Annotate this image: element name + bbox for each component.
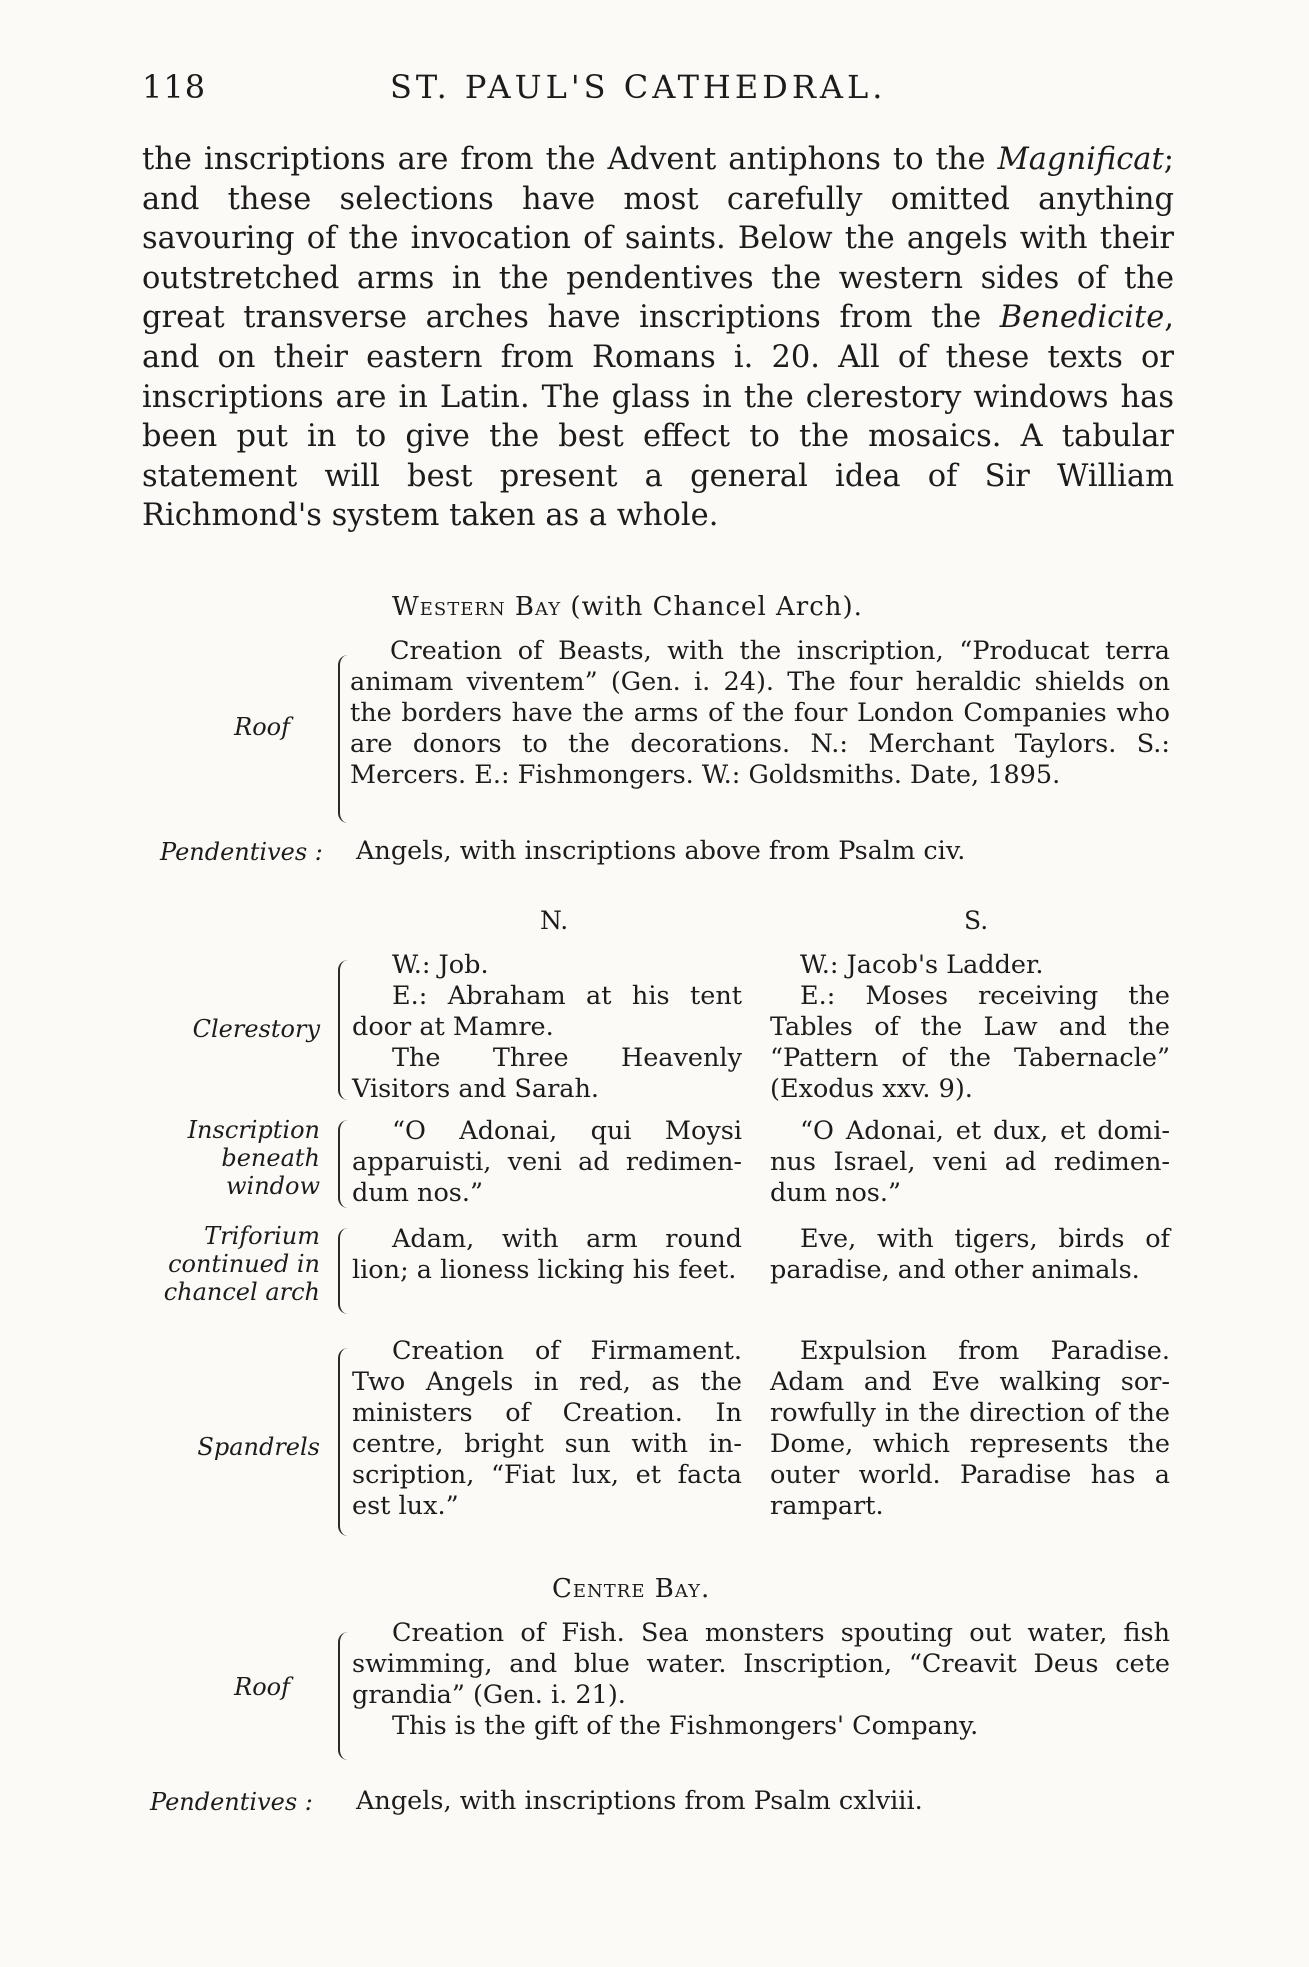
triforium-label: Triforium continued in chancel arch xyxy=(163,1222,320,1306)
western-bay-heading xyxy=(392,592,863,622)
centre-roof-text xyxy=(352,1618,1170,1742)
centre-pendentives-text: Angels, with inscriptions from Psalm cxlviii. xyxy=(356,1786,923,1816)
clerestory-south xyxy=(770,950,1170,1105)
intro-text-2: ; and these selections have most carefully omitted anything savouring of the invocation of saints. Below the angels with their outstretched arms in the pendentives the western sides of the great transverse arches have inscriptions from the xyxy=(142,142,1174,336)
clerestory-south-line-2: E.: Moses receiving the Tables of the Law and the “Pattern of the Tabernacle” (Exodus xxv. 9). xyxy=(770,981,1170,1104)
spandrels-north: Creation of Firmament. Two Angels in red, as the ministers of Creation. In centre, bright sun with inscription, “Fiat lux, et facta est lux.” xyxy=(352,1336,742,1521)
western-bay-heading-rest: (with Chancel Arch). xyxy=(561,592,863,622)
inscription-label: Inscription beneath window xyxy=(187,1116,320,1200)
intro-benedicite: Benedicite xyxy=(999,300,1165,336)
western-roof-brace xyxy=(338,655,348,823)
centre-roof-line-1: Creation of Fish. Sea monsters spouting out water, fish swimming, and blue water. Inscription, “Creavit Deus cete grandia” (Gen. i. 21). xyxy=(352,1618,1170,1710)
clerestory-north-line-2: E.: Abraham at his tent door at Mamre. xyxy=(352,981,742,1042)
spandrels-label: Spandrels xyxy=(197,1433,320,1461)
inscription-north: “O Adonai, qui Moysi apparuisti, veni ad redimendum nos.” xyxy=(352,1116,742,1208)
western-pendentives-text: Angels, with inscriptions above from Psalm civ. xyxy=(356,836,966,866)
western-pendentives-label: Pendentives : xyxy=(160,838,323,866)
spandrels-south: Expulsion from Paradise. Adam and Eve walking sorrowfully in the direction of the Dome, which represents the outer world. Paradise has a rampart. xyxy=(770,1336,1170,1521)
clerestory-north xyxy=(352,950,742,1105)
inscription-south: “O Adonai, et dux, et dominus Israel, veni ad redimendum nos.” xyxy=(770,1116,1170,1208)
page-number: 118 xyxy=(142,68,207,106)
clerestory-brace xyxy=(338,960,348,1100)
intro-magnificat: Magnificat xyxy=(997,142,1164,177)
centre-roof-label: Roof xyxy=(234,1673,290,1701)
column-heading-south: S. xyxy=(964,906,989,935)
clerestory-north-line-1: W.: Job. xyxy=(392,950,489,980)
centre-pendentives-label: Pendentives : xyxy=(150,1788,313,1816)
clerestory-label: Clerestory xyxy=(192,1015,320,1043)
spandrels-brace xyxy=(338,1348,348,1536)
intro-text-1: the inscriptions are from the Advent antiphons to the xyxy=(142,142,998,177)
clerestory-north-line-3: The Three Heavenly Visitors and Sarah. xyxy=(352,1043,742,1104)
clerestory-south-line-1: W.: Jacob's Ladder. xyxy=(800,950,1044,980)
centre-bay-heading: Centre Bay. xyxy=(552,1574,711,1604)
western-roof-text: Creation of Beasts, with the inscription, “Producat terra animam viventem” (Gen. i. 24). The four heraldic shields on the borders have the arms of the four London Companies who are donors to the decorations. N.: Merchant Taylors. S.: Mercers. E.: Fishmongers. W.: Goldsmiths. Date, 1895. xyxy=(350,636,1170,790)
column-heading-north: N. xyxy=(540,906,569,935)
intro-text-3: , and on their eastern from Romans i. 20. All of these texts or inscriptions are in Latin. The glass in the clerestory windows has been put in to give the best effect to the mosaics. A tabular statement will best present a general idea of Sir William Richmond's system taken as a whole. xyxy=(142,300,1174,534)
centre-roof-brace xyxy=(338,1632,348,1760)
running-title: ST. PAUL'S CATHEDRAL. xyxy=(390,68,887,106)
page-header xyxy=(142,68,1172,118)
triforium-south: Eve, with tigers, birds of paradise, and other animals. xyxy=(770,1224,1170,1285)
inscription-brace xyxy=(338,1120,348,1208)
western-roof-label: Roof xyxy=(234,713,290,741)
intro-paragraph xyxy=(142,140,1174,536)
western-bay-heading-sc: Western Bay xyxy=(392,592,562,622)
triforium-north: Adam, with arm round lion; a lioness licking his feet. xyxy=(352,1224,742,1285)
triforium-brace xyxy=(338,1228,348,1314)
centre-roof-line-2: This is the gift of the Fishmongers' Company. xyxy=(392,1711,979,1741)
